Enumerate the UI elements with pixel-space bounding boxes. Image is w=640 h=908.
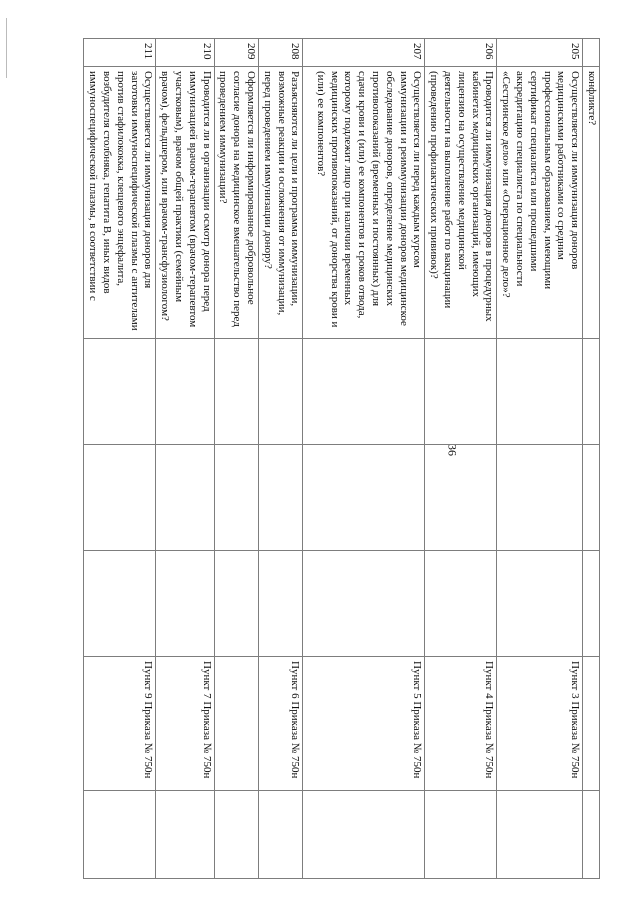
not-applicable-cell [156, 551, 214, 657]
not-applicable-cell [259, 551, 303, 657]
legal-reference: Пункт 6 Приказа № 750н [259, 657, 303, 791]
note-cell [259, 791, 303, 879]
answer-yes-cell [84, 339, 156, 445]
row-number: 209 [214, 39, 258, 67]
checklist-table [83, 38, 600, 879]
answer-yes-cell [303, 339, 425, 445]
question-text: Проводится ли иммунизация доноров в процедурных кабинетах медицинских организаций, имеющих лицензию на осуществление медицинской деятельности на выполнение работ по вакцинации (проведению профилактических прививок)? [425, 67, 497, 339]
legal-reference: Пункт 4 Приказа № 750н [425, 657, 497, 791]
table-row [259, 39, 303, 879]
answer-yes-cell [583, 339, 600, 445]
question-text: Осуществляется ли перед каждым курсом иммунизации и реиммунизации доноров медицинское обследование доноров, определение медицинских противопоказаний (временных и постоянных) для сдачи крови и (или) ее компонентов и сроков отвода, которому подлежит лицо при наличии временных медицинских противопоказаний, от донорства крови и (или) ее компонентов? [303, 67, 425, 339]
table-row [84, 39, 156, 879]
answer-no-cell [259, 445, 303, 551]
note-cell [497, 791, 583, 879]
note-cell [303, 791, 425, 879]
note-cell [583, 791, 600, 879]
answer-no-cell [303, 445, 425, 551]
answer-no-cell [214, 445, 258, 551]
question-text: Осуществляется ли иммунизация доноров для заготовки иммуноспецифической плазмы с антителами против стафилококка, клещевого энцефалита, возбудителя столбняка, гепатита В, иных видов иммуноспецифической плазмы, в соответствии с [84, 67, 156, 339]
not-applicable-cell [583, 551, 600, 657]
not-applicable-cell [84, 551, 156, 657]
scan-edge-mark [6, 18, 7, 78]
table-row [425, 39, 497, 879]
question-text: конфликте? [583, 67, 600, 339]
legal-reference: Пункт 7 Приказа № 750н [156, 657, 214, 791]
row-number: 208 [259, 39, 303, 67]
question-text: Проводится ли в организации осмотр донора перед иммунизацией врачом-терапевтом (врачом-терапевтом участковым), врачом общей практики (семейным врачом), фельдшером, или врачом-трансфузиологом? [156, 67, 214, 339]
table-row [214, 39, 258, 879]
note-cell [156, 791, 214, 879]
legal-reference [214, 657, 258, 791]
question-text: Осуществляется ли иммунизация доноров медицинскими работниками со средним профессиональным образованием, имеющими сертификат специалиста или прошедшими аккредитацию специалиста по специальности «Сестринское дело» или «Операционное дело»? [497, 67, 583, 339]
table-row [303, 39, 425, 879]
answer-no-cell [497, 445, 583, 551]
table-row [583, 39, 600, 879]
page-number: 36 [445, 444, 460, 456]
legal-reference: Пункт 3 Приказа № 750н [497, 657, 583, 791]
note-cell [425, 791, 497, 879]
rotated-page [40, 38, 600, 878]
row-number [583, 39, 600, 67]
answer-no-cell [156, 445, 214, 551]
row-number: 206 [425, 39, 497, 67]
row-number: 210 [156, 39, 214, 67]
row-number: 211 [84, 39, 156, 67]
not-applicable-cell [497, 551, 583, 657]
not-applicable-cell [214, 551, 258, 657]
note-cell [214, 791, 258, 879]
answer-no-cell [583, 445, 600, 551]
table-row [156, 39, 214, 879]
row-number: 207 [303, 39, 425, 67]
answer-no-cell [425, 445, 497, 551]
answer-yes-cell [259, 339, 303, 445]
answer-yes-cell [214, 339, 258, 445]
row-number: 205 [497, 39, 583, 67]
not-applicable-cell [303, 551, 425, 657]
legal-reference [583, 657, 600, 791]
answer-yes-cell [497, 339, 583, 445]
table-row [497, 39, 583, 879]
answer-no-cell [84, 445, 156, 551]
legal-reference: Пункт 5 Приказа № 750н [303, 657, 425, 791]
not-applicable-cell [425, 551, 497, 657]
note-cell [84, 791, 156, 879]
question-text: Оформляется ли информированное добровольное согласие донора на медицинское вмешательство перед проведением иммунизации? [214, 67, 258, 339]
question-text: Разъясняются ли цели и программа иммунизации, возможные реакции и осложнения от иммунизации, перед проведением иммунизации донору? [259, 67, 303, 339]
legal-reference: Пункт 9 Приказа № 750н [84, 657, 156, 791]
answer-yes-cell [425, 339, 497, 445]
answer-yes-cell [156, 339, 214, 445]
